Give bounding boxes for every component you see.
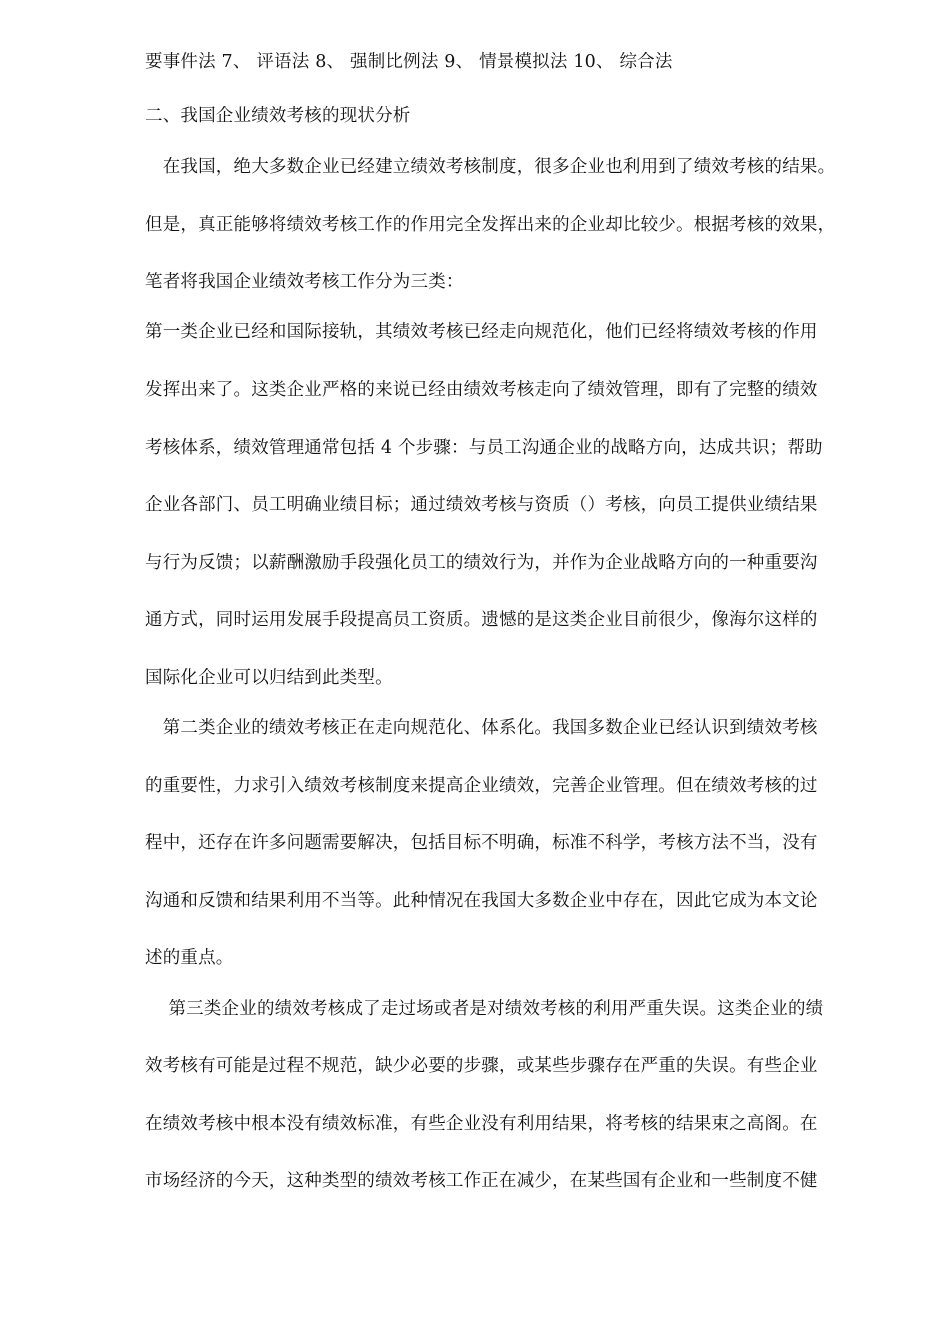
text-line: 企业各部门、员工明确业绩目标；通过绩效考核与资质（）考核，向员工提供业绩结果: [145, 495, 818, 515]
text-line: 国际化企业可以归结到此类型。: [145, 668, 393, 688]
text-line: 考核体系，绩效管理通常包括 4 个步骤：与员工沟通企业的战略方向，达成共识；帮助: [145, 438, 823, 458]
section-heading: 二、我国企业绩效考核的现状分析: [145, 106, 411, 126]
text-line: 与行为反馈；以薪酬激励手段强化员工的绩效行为，并作为企业战略方向的一种重要沟: [145, 553, 818, 573]
text-line: 的重要性，力求引入绩效考核制度来提高企业绩效，完善企业管理。但在绩效考核的过: [145, 776, 818, 796]
text-line: 第二类企业的绩效考核正在走向规范化、体系化。我国多数企业已经认识到绩效考核: [145, 718, 818, 738]
text-line: 通方式，同时运用发展手段提高员工资质。遗憾的是这类企业目前很少，像海尔这样的: [145, 610, 818, 630]
text-line: 但是，真正能够将绩效考核工作的作用完全发挥出来的企业却比较少。根据考核的效果，: [145, 215, 836, 235]
text-line: 在绩效考核中根本没有绩效标准，有些企业没有利用结果，将考核的结果束之高阁。在: [145, 1114, 818, 1134]
text-line: 第三类企业的绩效考核成了走过场或者是对绩效考核的利用严重失误。这类企业的绩: [145, 999, 824, 1019]
text-line-methods-list: 要事件法 7、 评语法 8、 强制比例法 9、 情景模拟法 10、 综合法: [145, 52, 673, 72]
text-line: 第一类企业已经和国际接轨，其绩效考核已经走向规范化，他们已经将绩效考核的作用: [145, 322, 818, 342]
text-line: 效考核有可能是过程不规范，缺少必要的步骤，或某些步骤存在严重的失误。有些企业: [145, 1056, 818, 1076]
text-line: 沟通和反馈和结果利用不当等。此种情况在我国大多数企业中存在，因此它成为本文论: [145, 891, 818, 911]
text-line: 发挥出来了。这类企业严格的来说已经由绩效考核走向了绩效管理，即有了完整的绩效: [145, 380, 818, 400]
text-line: 程中，还存在许多问题需要解决，包括目标不明确，标准不科学，考核方法不当，没有: [145, 833, 818, 853]
text-line: 笔者将我国企业绩效考核工作分为三类：: [145, 272, 464, 292]
text-line: 市场经济的今天，这种类型的绩效考核工作正在减少，在某些国有企业和一些制度不健: [145, 1171, 818, 1191]
text-line: 在我国，绝大多数企业已经建立绩效考核制度，很多企业也利用到了绩效考核的结果。: [145, 157, 836, 177]
text-line: 述的重点。: [145, 948, 234, 968]
